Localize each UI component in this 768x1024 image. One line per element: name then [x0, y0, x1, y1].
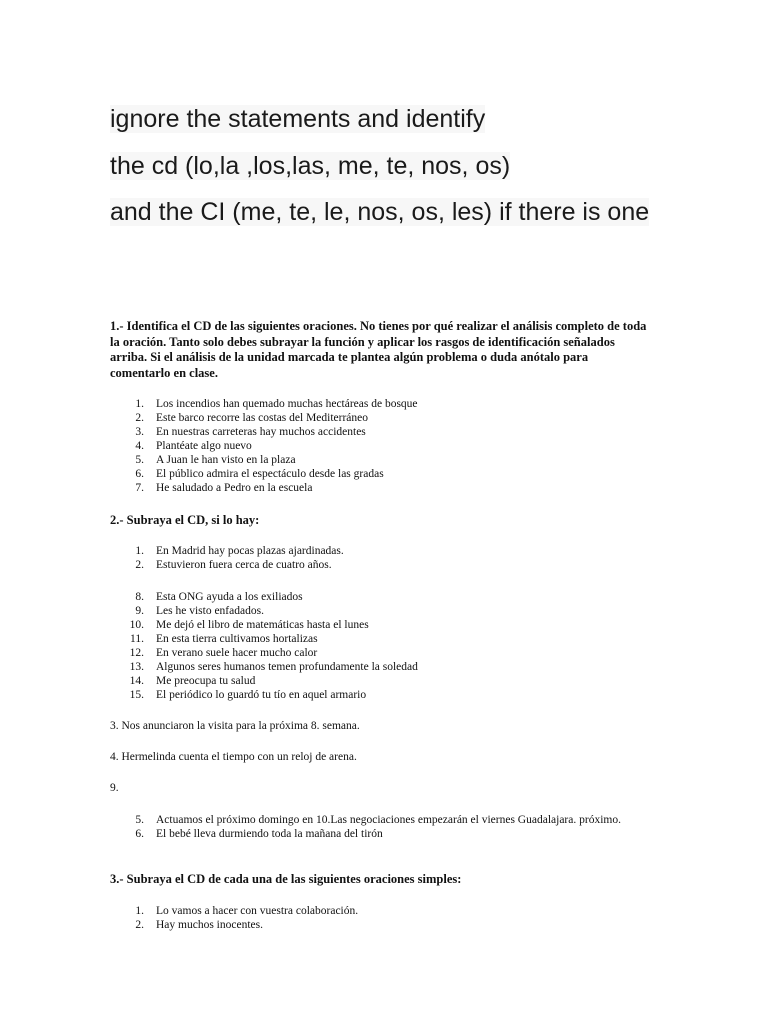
list-item-text: Esta ONG ayuda a los exiliados [156, 591, 303, 603]
list-item-number: 13. [129, 661, 144, 673]
list-item-number: 14. [129, 675, 144, 687]
list-item [110, 467, 650, 481]
list-item-text: Les he visto enfadados. [156, 605, 264, 617]
section-3-heading: 3.- Subraya el CD de cada una de las siguientes oraciones simples: [110, 872, 462, 886]
list-item-text: En Madrid hay pocas plazas ajardinadas. [156, 545, 344, 557]
section-2-heading: 2.- Subraya el CD, si lo hay: [110, 513, 260, 527]
list-item-text: He saludado a Pedro en la escuela [156, 482, 313, 494]
list-item-number: 6. [135, 468, 144, 480]
list-item-text: Me preocupa tu salud [156, 675, 256, 687]
list-item [110, 813, 650, 827]
list-item-text: Actuamos el próximo domingo en 10.Las negociaciones empezarán el viernes Guadalajara. próximo. [156, 814, 621, 826]
list-item-text: A Juan le han visto en la plaza [156, 454, 296, 466]
list-item [110, 453, 650, 467]
list-item [110, 558, 650, 572]
list-item [110, 646, 650, 660]
list-item-number: 8. [135, 591, 144, 603]
section-1-list [110, 397, 650, 495]
list-item [110, 660, 650, 674]
list-item-text: En esta tierra cultivamos hortalizas [156, 633, 318, 645]
list-item-number: 2. [135, 559, 144, 571]
list-item-text: Algunos seres humanos temen profundamente la soledad [156, 661, 418, 673]
list-item-text: En verano suele hacer mucho calor [156, 647, 318, 659]
prompt-line-3-text: and the CI (me, te, le, nos, os, les) if there is one [110, 198, 650, 226]
list-item-text: Los incendios han quemado muchas hectáreas de bosque [156, 398, 418, 410]
list-item-number: 10. [129, 619, 144, 631]
list-item-text: Este barco recorre las costas del Mediterráneo [156, 412, 369, 424]
list-item-number: 11. [130, 633, 144, 645]
section-3-list [110, 904, 650, 932]
list-item-number: 1. [135, 545, 144, 557]
list-item-number: 12. [129, 647, 144, 659]
list-item-number: 2. [135, 412, 144, 424]
list-item-number: 15. [129, 689, 144, 701]
list-item [110, 425, 650, 439]
list-item-number: 2. [135, 919, 144, 931]
section-2-list-c [110, 813, 650, 841]
prompt-line-2-text: the cd (lo,la ,los,las, me, te, nos, os) [110, 152, 511, 180]
list-item-number: 5. [135, 454, 144, 466]
list-item [110, 688, 650, 702]
section-2-sentence-9: 9. [110, 782, 119, 794]
list-item-number: 3. [135, 426, 144, 438]
list-item [110, 674, 650, 688]
list-item [110, 827, 650, 841]
list-item [110, 481, 650, 495]
list-item [110, 918, 650, 932]
list-item-number: 5. [135, 814, 144, 826]
list-item-text: Plantéate algo nuevo [156, 440, 252, 452]
section-1-heading: 1.- Identifica el CD de las siguientes oraciones. No tienes por qué realizar el análisis completo de toda la oración. Tanto solo debes subrayar la función y aplicar los rasgos de identificación señalados arriba. Si el análisis de la unidad marcada te plantea algún problema o duda anótalo para comentarlo en clase. [110, 319, 647, 380]
section-2-list-a [110, 544, 650, 572]
list-item [110, 904, 650, 918]
list-item [110, 544, 650, 558]
list-item-number: 9. [135, 605, 144, 617]
list-item [110, 411, 650, 425]
section-2-list-b [110, 590, 650, 702]
section-2-sentence-3: 3. Nos anunciaron la visita para la próxima 8. semana. [110, 720, 360, 732]
list-item [110, 439, 650, 453]
list-item-text: En nuestras carreteras hay muchos accidentes [156, 426, 366, 438]
list-item [110, 618, 650, 632]
list-item [110, 590, 650, 604]
list-item-text: El bebé lleva durmiendo toda la mañana del tirón [156, 828, 383, 840]
list-item-text: Me dejó el libro de matemáticas hasta el lunes [156, 619, 369, 631]
prompt-line-2 [110, 151, 650, 181]
list-item-number: 1. [135, 398, 144, 410]
list-item-number: 7. [135, 482, 144, 494]
list-item [110, 632, 650, 646]
list-item-number: 1. [135, 905, 144, 917]
prompt-line-3 [110, 197, 650, 227]
list-item [110, 604, 650, 618]
list-item-text: Estuvieron fuera cerca de cuatro años. [156, 559, 332, 571]
list-item-text: El periódico lo guardó tu tío en aquel armario [156, 689, 367, 701]
list-item-text: El público admira el espectáculo desde las gradas [156, 468, 384, 480]
list-item-number: 6. [135, 828, 144, 840]
list-item-number: 4. [135, 440, 144, 452]
list-item-text: Hay muchos inocentes. [156, 919, 263, 931]
section-2-sentence-4: 4. Hermelinda cuenta el tiempo con un reloj de arena. [110, 751, 357, 763]
list-item [110, 397, 650, 411]
prompt-line-1 [110, 104, 650, 134]
prompt-line-1-text: ignore the statements and identify [110, 105, 486, 133]
list-item-text: Lo vamos a hacer con vuestra colaboración. [156, 905, 359, 917]
